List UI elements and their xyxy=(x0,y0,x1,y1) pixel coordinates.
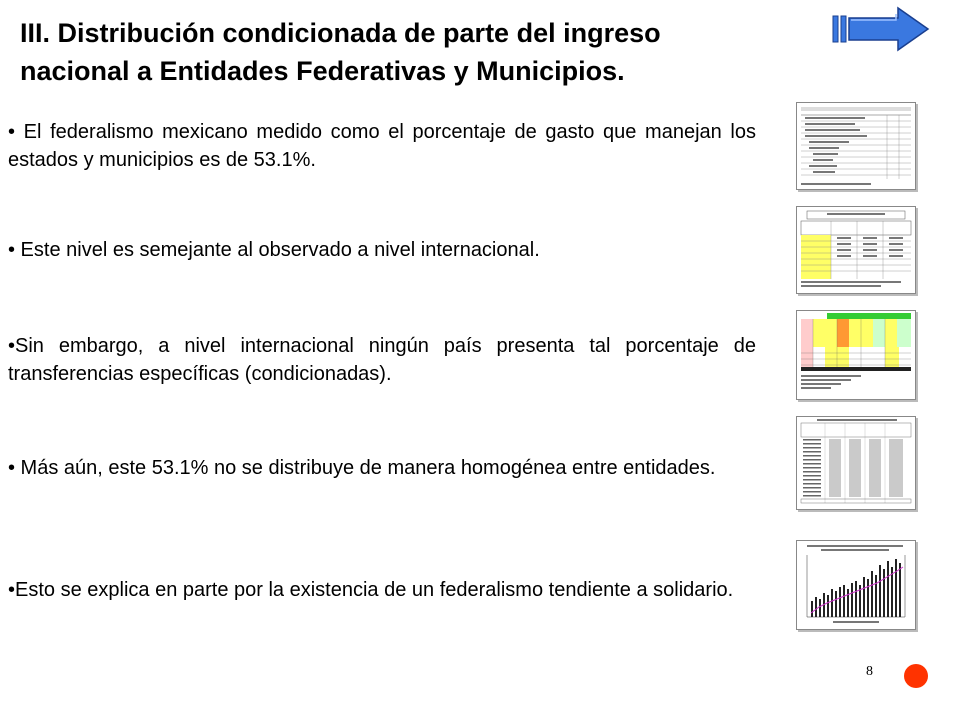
title-line-2: nacional a Entidades Federativas y Municipios. xyxy=(20,56,625,86)
bullet-federalismo: • El federalismo mexicano medido como el porcentaje de gasto que manejan los estados y municipios es de 53.1%. xyxy=(8,121,756,171)
slide-title xyxy=(20,14,810,90)
title-line-1: III. Distribución condicionada de parte del ingreso xyxy=(20,18,661,48)
thumbnail-table-1[interactable] xyxy=(796,102,916,190)
bullet-transferencias: •Sin embargo, a nivel internacional ningún país presenta tal porcentaje de transferencias específicas (condicionadas). xyxy=(8,335,756,385)
bullet-solidario: •Esto se explica en parte por la existencia de un federalismo tendiente a solidario. xyxy=(8,579,734,601)
page-number: 8 xyxy=(866,664,873,679)
bullet-distribucion: • Más aún, este 53.1% no se distribuye de manera homogénea entre entidades. xyxy=(8,457,716,479)
red-dot-icon[interactable] xyxy=(904,664,928,688)
thumbnail-table-4[interactable] xyxy=(796,416,916,510)
thumbnail-table-2[interactable] xyxy=(796,206,916,294)
next-arrow-icon[interactable] xyxy=(832,6,930,52)
thumbnail-chart[interactable] xyxy=(796,540,916,630)
thumbnail-table-3[interactable] xyxy=(796,310,916,400)
bullet-nivel-internacional: • Este nivel es semejante al observado a nivel internacional. xyxy=(8,239,540,261)
